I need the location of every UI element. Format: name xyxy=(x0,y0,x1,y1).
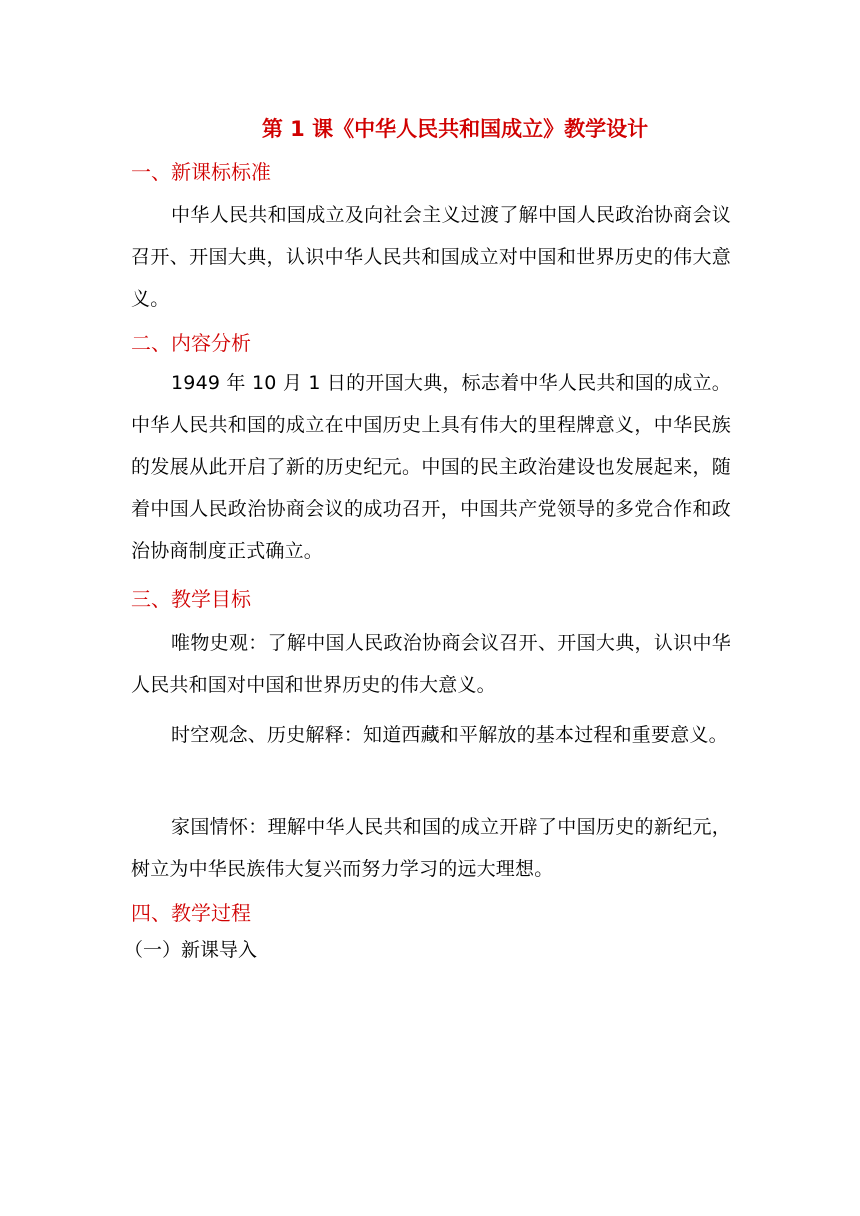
section-heading-teaching-goals: 三、教学目标 xyxy=(131,587,251,611)
content-analysis-paragraph: 1949 年 10 月 1 日的开国大典，标志着中华人民共和国的成立。中华人民共和国的成立在中国历史上具有伟大的里程牌意义，中华民族的发展从此开启了新的历史纪元。中国的民主政治建设也发展起来，随着中国人民政治协商会议的成功召开，中国共产党领导的多党合作和政治协商制度正式确立。 xyxy=(131,372,731,562)
section-heading-standards: 一、新课标标准 xyxy=(131,160,271,184)
section-heading-content-analysis: 二、内容分析 xyxy=(131,331,251,355)
standards-paragraph: 中华人民共和国成立及向社会主义过渡了解中国人民政治协商会议召开、开国大典，认识中华人民共和国成立对中国和世界历史的伟大意义。 xyxy=(131,204,731,310)
goal-paragraph-time-space: 时空观念、历史解释：知道西藏和平解放的基本过程和重要意义。 xyxy=(171,724,728,746)
subsection-heading-intro: （一）新课导入 xyxy=(124,939,258,961)
goal-paragraph-materialism: 唯物史观：了解中国人民政治协商会议召开、开国大典，认识中华人民共和国对中国和世界历史的伟大意义。 xyxy=(131,632,731,696)
document-title: 第 1 课《中华人民共和国成立》教学设计 xyxy=(261,117,649,141)
goal-paragraph-patriotism: 家国情怀：理解中华人民共和国的成立开辟了中国历史的新纪元，树立为中华民族伟大复兴而努力学习的远大理想。 xyxy=(131,816,731,880)
section-heading-teaching-process: 四、教学过程 xyxy=(131,901,251,925)
